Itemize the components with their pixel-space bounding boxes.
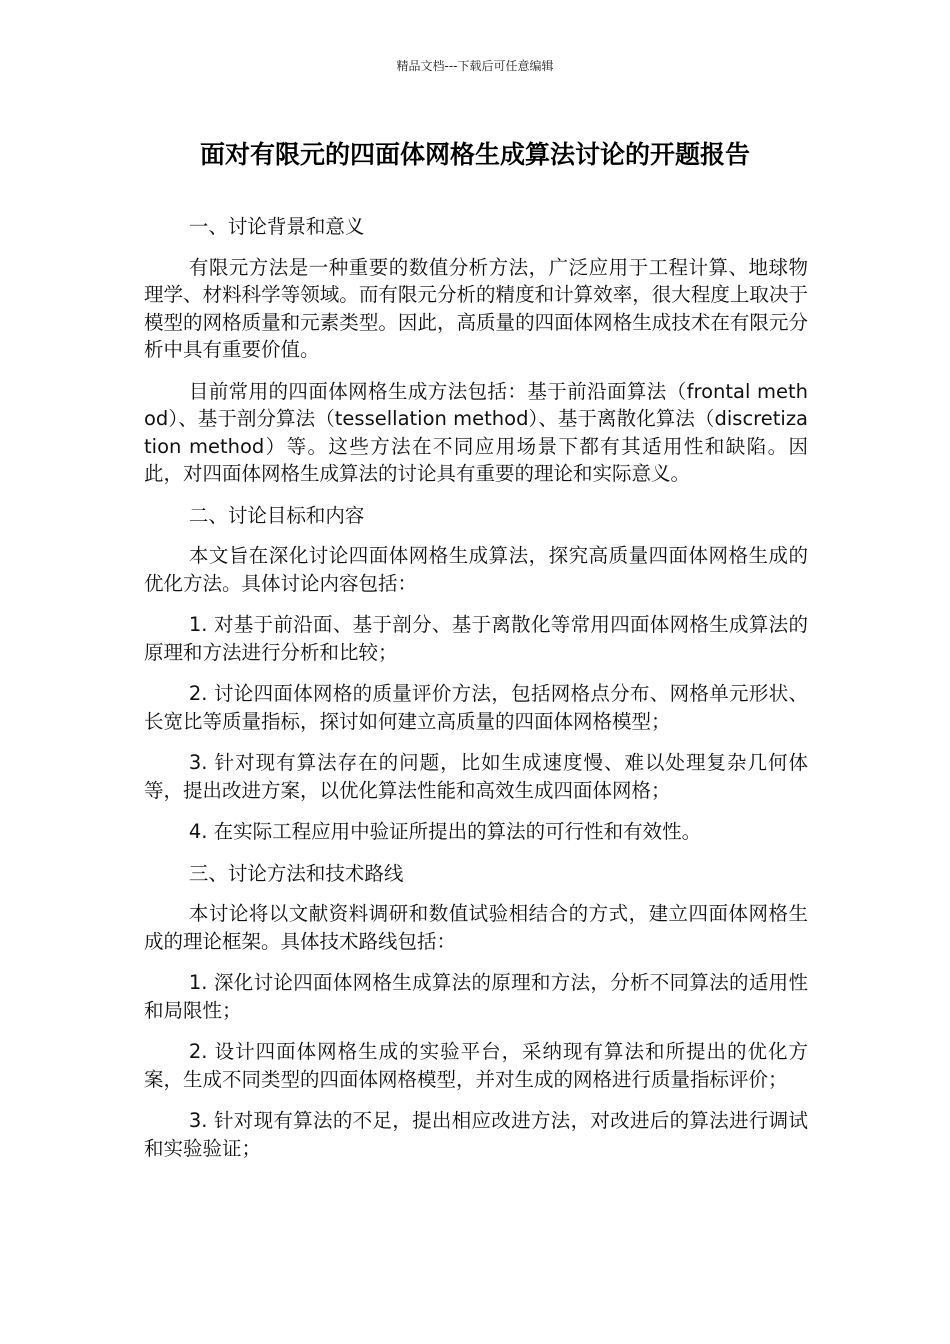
section-heading: 一、讨论背景和意义 bbox=[188, 215, 365, 238]
section-background bbox=[144, 213, 808, 488]
section-heading: 二、讨论目标和内容 bbox=[188, 503, 365, 527]
section-methods bbox=[144, 860, 808, 1163]
body-paragraph: 本讨论将以文献资料调研和数值试验相结合的方式，建立四面体网格生成的理论框架。具体技术路线包括： bbox=[144, 902, 808, 953]
document-title: 面对有限元的四面体网格生成算法讨论的开题报告 bbox=[199, 140, 750, 169]
body-paragraph: 有限元方法是一种重要的数值分析方法，广泛应用于工程计算、地球物理学、材料科学等领域。而有限元分析的精度和计算效率，很大程度上取决于模型的网格质量和元素类型。因此，高质量的四面体网格生成技术在有限元分析中具有重要价值。 bbox=[144, 255, 808, 361]
list-item: 3. 针对现有算法存在的问题，比如生成速度慢、难以处理复杂几何体等，提出改进方案，以优化算法性能和高效生成四面体网格； bbox=[144, 751, 808, 802]
list-item: 1. 深化讨论四面体网格生成算法的原理和方法，分析不同算法的适用性和局限性； bbox=[144, 971, 808, 1022]
list-item: 1. 对基于前沿面、基于剖分、基于离散化等常用四面体网格生成算法的原理和方法进行分析和比较； bbox=[144, 613, 808, 664]
page-header-note: 精品文档---下载后可任意编辑 bbox=[396, 59, 554, 73]
list-item: 4. 在实际工程应用中验证所提出的算法的可行性和有效性。 bbox=[188, 820, 702, 843]
section-heading: 三、讨论方法和技术路线 bbox=[188, 861, 404, 885]
body-paragraph: 目前常用的四面体网格生成方法包括：基于前沿面算法（frontal method）、基于剖分算法（tessellation method）、基于离散化算法（discretization method）等。这些方法在不同应用场景下都有其适用性和缺陷。因此，对四面体网格生成算法的讨论具有重要的理论和实际意义。 bbox=[144, 379, 808, 485]
body-paragraph: 本文旨在深化讨论四面体网格生成算法，探究高质量四面体网格生成的优化方法。具体讨论内容包括： bbox=[144, 544, 808, 595]
section-goals bbox=[144, 502, 808, 846]
list-item: 2. 设计四面体网格生成的实验平台，采纳现有算法和所提出的优化方案，生成不同类型的四面体网格模型，并对生成的网格进行质量指标评价； bbox=[144, 1040, 808, 1091]
document-body bbox=[144, 213, 808, 1176]
list-item: 3. 针对现有算法的不足，提出相应改进方法，对改进后的算法进行调试和实验验证； bbox=[144, 1109, 808, 1160]
list-item: 2. 讨论四面体网格的质量评价方法，包括网格点分布、网格单元形状、长宽比等质量指标，探讨如何建立高质量的四面体网格模型； bbox=[144, 682, 808, 733]
